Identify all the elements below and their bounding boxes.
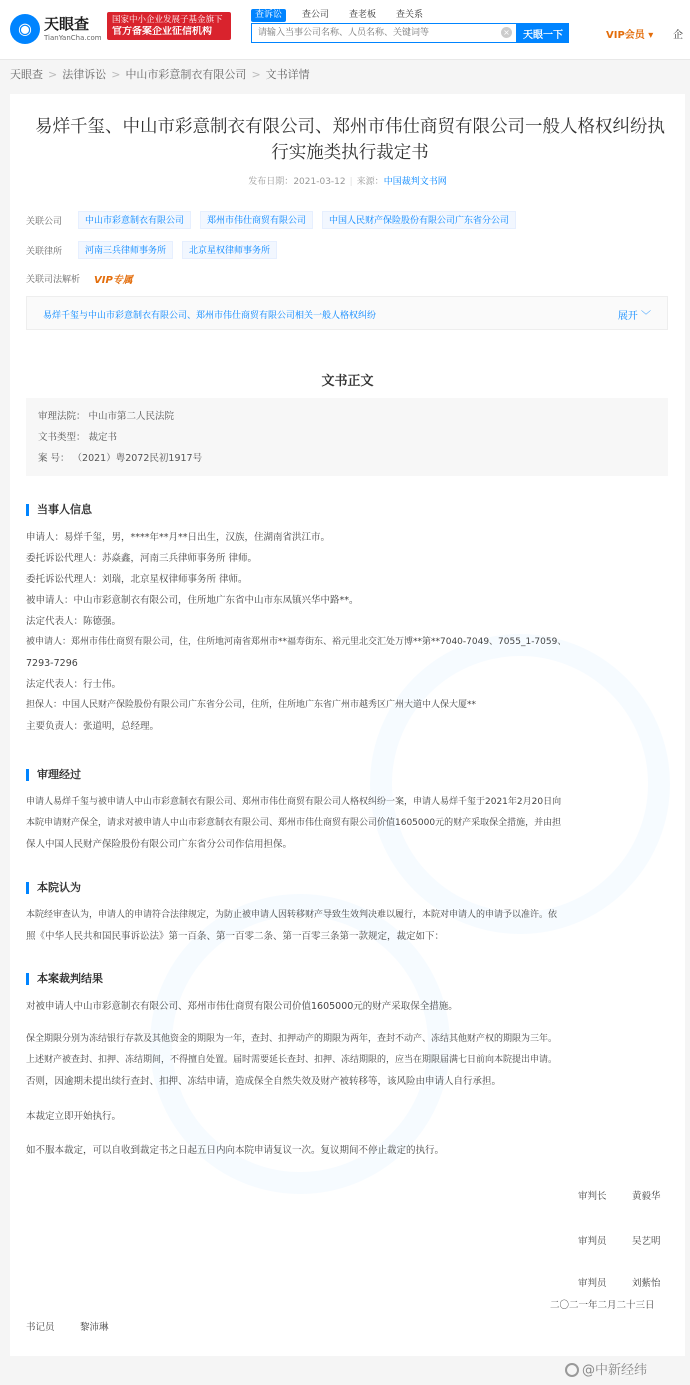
related-lawfirms-row bbox=[26, 241, 286, 259]
date-label: 发布日期： bbox=[248, 177, 294, 187]
opinion-line: 照《中华人民共和国民事诉讼法》第一百条、第一百零二条、第一百零三条第一款规定，裁定如下： bbox=[26, 931, 445, 942]
judicial-analysis-label: 关联司法解析 bbox=[26, 274, 81, 285]
badge-line-2: 官方备案企业征信机构 bbox=[112, 26, 212, 37]
publish-date: 2021-03-12 bbox=[293, 177, 346, 187]
signature-presiding-judge bbox=[578, 1188, 661, 1202]
process-text bbox=[26, 792, 672, 855]
body-heading: 文书正文 bbox=[321, 374, 374, 389]
weibo-icon bbox=[565, 1363, 579, 1377]
case-summary-box bbox=[26, 398, 668, 476]
opinion-line: 本院经审查认为，申请人的申请符合法律规定，为防止被申请人因转移财产导致生效判决难以履行，本院对申请人的申请予以准许。依 bbox=[26, 910, 558, 920]
result-line-1: 对被申请人中山市彩意制衣有限公司、郑州市伟仕商贸有限公司价值1605000元的财产采取保全措施。 bbox=[26, 1001, 458, 1012]
section-title-parties: 当事人信息 bbox=[26, 504, 92, 516]
related-companies-label: 关联公司 bbox=[26, 216, 63, 227]
result-line-4: 如不服本裁定，可以自收到裁定书之日起五日内向本院申请复议一次。复议期间不停止裁定的执行。 bbox=[26, 1145, 445, 1156]
process-line: 申请人易烊千玺与被申请人中山市彩意制衣有限公司、郑州市伟仕商贸有限公司人格权纠纷一案，申请人易烊千玺于2021年2月20日向 bbox=[26, 797, 562, 807]
tab-lawsuit[interactable]: 查诉讼 bbox=[251, 9, 286, 22]
search-box bbox=[251, 23, 517, 43]
party-line: 被申请人：郑州市伟仕商贸有限公司，住，住所地河南省郑州市**福寿街东、裕元里北交汇处万博**第**7040-7049、7055_1-7059、 bbox=[26, 637, 567, 647]
signature-role: 书记员 bbox=[26, 1322, 55, 1333]
document-meta: 发布日期：2021-03-12 | 来源：中国裁判文书网 bbox=[248, 177, 447, 187]
party-line: 主要负责人：张道明，总经理。 bbox=[26, 721, 160, 732]
badge-line-1: 国家中小企业发展子基金旗下 bbox=[112, 15, 223, 25]
source-link[interactable]: 中国裁判文书网 bbox=[383, 177, 447, 187]
tianyancha-logo[interactable] bbox=[10, 12, 100, 46]
search-tabs bbox=[251, 9, 439, 22]
signature-name: 黎沛琳 bbox=[80, 1322, 109, 1333]
signature-name: 吴艺明 bbox=[632, 1236, 661, 1247]
parties-list bbox=[26, 527, 672, 737]
search-input[interactable] bbox=[252, 24, 492, 42]
related-lawfirms-label: 关联律所 bbox=[26, 246, 63, 257]
process-line: 保人中国人民财产保险股份有限公司广东省分公司作信用担保。 bbox=[26, 839, 293, 850]
process-line: 本院申请财产保全，请求对被申请人中山市彩意制衣有限公司、郑州市伟仕商贸有限公司价值1605000元的财产采取保全措施，并由担 bbox=[26, 818, 562, 828]
party-line: 被申请人：中山市彩意制衣有限公司，住所地广东省中山市东凤镇兴华中路**。 bbox=[26, 595, 359, 606]
party-line: 申请人：易烊千玺，男，****年**月**日出生，汉族，住湖南省洪江市。 bbox=[26, 532, 331, 543]
signature-role: 审判长 bbox=[578, 1191, 607, 1202]
result-line-3: 本裁定立即开始执行。 bbox=[26, 1111, 122, 1122]
related-lawfirm-tag[interactable]: 河南三兵律师事务所 bbox=[78, 241, 173, 259]
signature-role: 审判员 bbox=[578, 1278, 607, 1289]
related-lawfirm-tag[interactable]: 北京星权律师事务所 bbox=[182, 241, 277, 259]
watermark-text: @中新经纬 bbox=[582, 1363, 648, 1378]
clear-icon[interactable]: × bbox=[501, 27, 512, 38]
breadcrumb-home[interactable]: 天眼查 bbox=[10, 68, 43, 81]
tab-boss[interactable]: 查老板 bbox=[349, 10, 377, 20]
signature-judge bbox=[578, 1233, 661, 1247]
tab-relation[interactable]: 查关系 bbox=[396, 10, 424, 20]
result-term-text bbox=[26, 1029, 672, 1092]
logo-name: 天眼查 bbox=[44, 15, 90, 33]
court-name: 审理法院： 中山市第二人民法院 bbox=[38, 411, 175, 422]
breadcrumb-separator: > bbox=[111, 68, 121, 81]
party-line: 7293-7296 bbox=[26, 658, 78, 669]
signature-judge bbox=[578, 1275, 661, 1289]
signature-name: 黄毅华 bbox=[632, 1191, 661, 1202]
breadcrumb bbox=[10, 66, 310, 82]
party-line: 法定代表人：陈德强。 bbox=[26, 616, 122, 627]
vip-member-menu[interactable]: VIP会员 ▾ bbox=[606, 30, 654, 41]
party-line: 法定代表人：行士伟。 bbox=[26, 679, 122, 690]
related-companies-row bbox=[26, 211, 525, 229]
opinion-text bbox=[26, 905, 672, 947]
party-line: 委托诉讼代理人：苏焱鑫，河南三兵律师事务所 律师。 bbox=[26, 553, 258, 564]
section-title-process: 审理经过 bbox=[26, 769, 81, 781]
breadcrumb-company[interactable]: 中山市彩意制衣有限公司 bbox=[125, 68, 247, 81]
signature-clerk bbox=[26, 1319, 109, 1333]
vip-exclusive-tag[interactable]: VIP专属 bbox=[94, 274, 133, 286]
section-title-result: 本案裁判结果 bbox=[26, 973, 103, 985]
weibo-watermark bbox=[565, 1359, 647, 1378]
case-number: 案 号： （2021）粤2072民初1917号 bbox=[38, 453, 203, 464]
analysis-summary-link[interactable]: 易烊千玺与中山市彩意制衣有限公司、郑州市伟仕商贸有限公司相关一般人格权纠纷 bbox=[43, 311, 377, 321]
party-line: 委托诉讼代理人：刘瑞，北京星权律师事务所 律师。 bbox=[26, 574, 248, 585]
breadcrumb-separator: > bbox=[251, 68, 261, 81]
result-term-line: 上述财产被查封、扣押、冻结期间，不得擅自处置。届时需要延长查封、扣押、冻结期限的，应当在期限届满七日前向本院提出申请。 bbox=[26, 1055, 558, 1065]
document-title: 易烊千玺、中山市彩意制衣有限公司、郑州市伟仕商贸有限公司一般人格权纠纷执行实施类执行裁定书 bbox=[35, 117, 665, 163]
official-badge bbox=[107, 12, 231, 40]
related-company-tag[interactable]: 中国人民财产保险股份有限公司广东省分公司 bbox=[322, 211, 516, 229]
source-label: 来源： bbox=[356, 177, 384, 187]
sign-date: 二〇二一年二月二十三日 bbox=[550, 1300, 655, 1311]
judicial-analysis-row bbox=[26, 269, 133, 287]
result-term-line: 保全期限分别为冻结银行存款及其他资金的期限为一年，查封、扣押动产的期限为两年，查封不动产、冻结其他财产权的期限为三年。 bbox=[26, 1034, 558, 1044]
enterprise-menu[interactable]: 企 bbox=[673, 30, 683, 41]
document-card bbox=[10, 94, 685, 1356]
party-line: 担保人：中国人民财产保险股份有限公司广东省分公司，住所，住所地广东省广州市越秀区广州大道中人保大厦** bbox=[26, 700, 477, 710]
tab-company[interactable]: 查公司 bbox=[302, 10, 330, 20]
section-title-opinion: 本院认为 bbox=[26, 882, 81, 894]
search-button[interactable]: 天眼一下 bbox=[517, 23, 569, 43]
document-type: 文书类型： 裁定书 bbox=[38, 432, 118, 443]
breadcrumb-separator: > bbox=[48, 68, 58, 81]
related-company-tag[interactable]: 中山市彩意制衣有限公司 bbox=[78, 211, 191, 229]
expand-button[interactable]: 展开 ﹀ bbox=[617, 311, 651, 322]
top-header bbox=[0, 0, 690, 60]
breadcrumb-lawsuits[interactable]: 法律诉讼 bbox=[62, 68, 107, 81]
result-term-line: 否则，因逾期未提出续行查封、扣押、冻结申请，造成保全自然失效及财产被转移等，该风险由申请人自行承担。 bbox=[26, 1076, 502, 1087]
signature-name: 刘紫怡 bbox=[632, 1278, 661, 1289]
logo-mark-icon: ◉ bbox=[10, 14, 40, 44]
related-company-tag[interactable]: 郑州市伟仕商贸有限公司 bbox=[200, 211, 313, 229]
signature-role: 审判员 bbox=[578, 1236, 607, 1247]
judicial-analysis-panel bbox=[26, 296, 668, 330]
breadcrumb-current: 文书详情 bbox=[265, 68, 310, 81]
logo-url: TianYanCha.com bbox=[44, 34, 102, 42]
